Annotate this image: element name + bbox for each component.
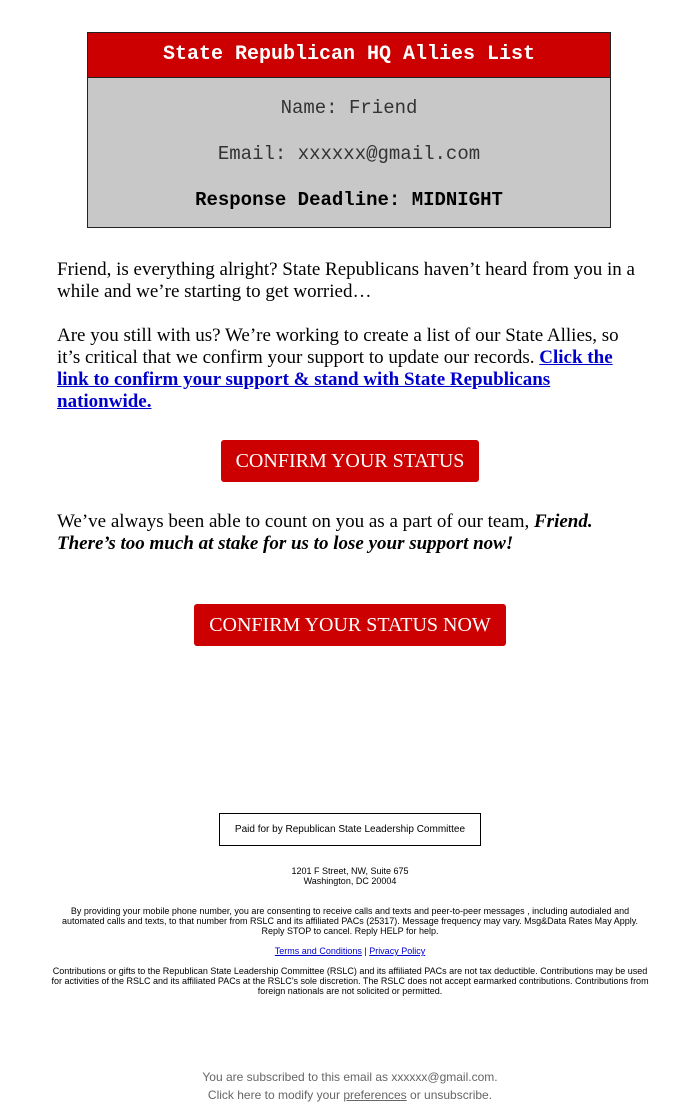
terms-link[interactable]: Terms and Conditions (274, 946, 362, 956)
consent-text: By providing your mobile phone number, you are consenting to receive calls and texts and peer-to-peer messages , including autodialed and automated calls and texts, to that number from RSLC and its affiliated PACs (25317). Message frequency may vary. Msg&Data Rates May Apply. Reply STOP to cancel. Reply HELP for help. (61, 906, 639, 936)
name-line: Name: Friend (280, 97, 418, 119)
card-title: State Republican HQ Allies List (88, 33, 610, 78)
intro-paragraph: Friend, is everything alright? State Republicans haven’t heard from you in a while and we’re starting to get worried… (57, 259, 635, 302)
address-line-1: 1201 F Street, NW, Suite 675 (291, 866, 409, 876)
confirm-status-button[interactable]: CONFIRM YOUR STATUS (221, 440, 479, 482)
paid-for-box: Paid for by Republican State Leadership Committee (219, 813, 481, 846)
legal-links (50, 946, 650, 956)
allies-card (87, 32, 611, 228)
confirm-status-now-button[interactable]: CONFIRM YOUR STATUS NOW (194, 604, 506, 646)
confirm-support-link[interactable]: Click the link to confirm your support & stand with State Republicans nationwide. (57, 347, 613, 412)
support-text: Are you still with us? We’re working to create a list of our State Allies, so it’s critical that we confirm your support to update our records. (57, 325, 619, 368)
subscribed-line: You are subscribed to this email as xxxxxx@gmail.com. (202, 1070, 498, 1084)
contributions-disclaimer: Contributions or gifts to the Republican State Leadership Committee (RSLC) and its affiliated PACs are not tax deductible. Contributions may be used for activities of the RSLC and its affiliated PACs at the RSLC’s sole discretion. The RSLC does not accept earmarked contributions. Contributions from foreign nationals are not solicited or permitted. (51, 966, 649, 996)
preferences-link[interactable]: preferences (343, 1088, 407, 1102)
privacy-link[interactable]: Privacy Policy (369, 946, 426, 956)
link-separator: | (361, 946, 370, 956)
unsubscribe-text[interactable]: or unsubscribe. (406, 1088, 493, 1102)
deadline-line: Response Deadline: MIDNIGHT (195, 189, 503, 211)
modify-line (0, 1086, 700, 1104)
team-text: We’ve always been able to count on you as a part of our team, (57, 511, 534, 532)
address (50, 866, 650, 886)
modify-prefix[interactable]: Click here to modify your (207, 1088, 344, 1102)
support-paragraph (57, 325, 637, 413)
team-paragraph (57, 511, 637, 555)
address-line-2: Washington, DC 20004 (303, 876, 397, 886)
team-emphasis: Friend. There’s too much at stake for us to lose your support now! (57, 511, 593, 554)
email-line: Email: xxxxxx@gmail.com (217, 143, 481, 165)
